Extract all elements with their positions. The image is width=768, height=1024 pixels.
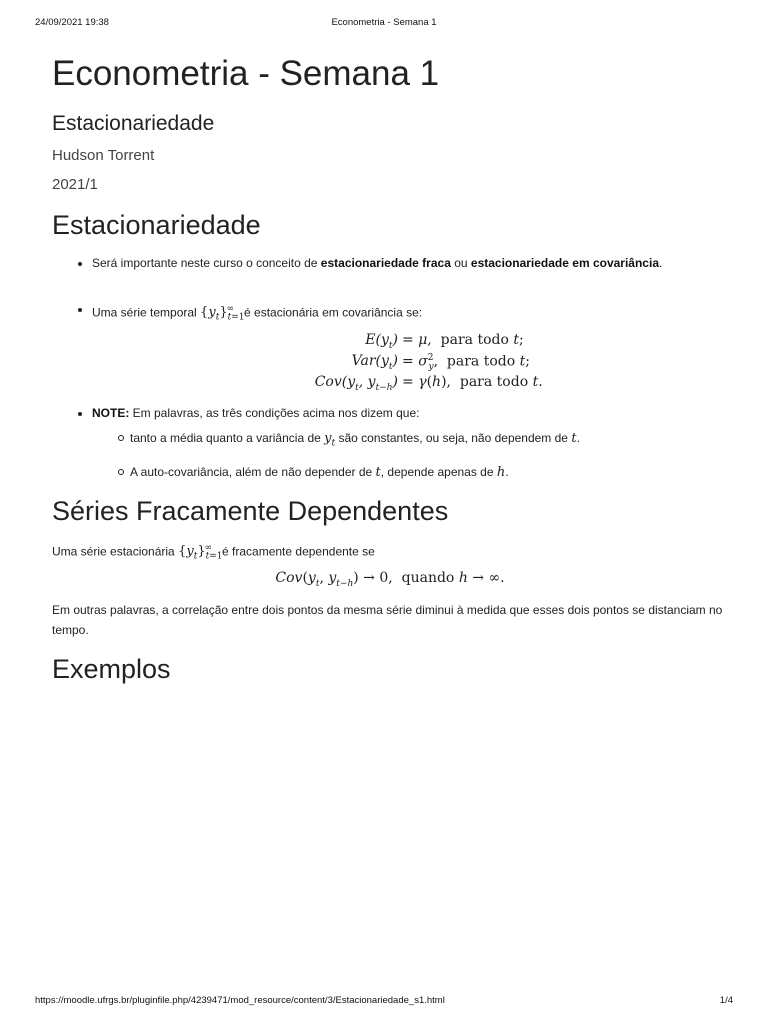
document-subtitle: Estacionariedade [52,112,215,135]
bullet-text: . [659,256,663,270]
weak-dependence-intro [52,538,375,567]
weak-dependence-equation [52,570,728,589]
bullet-list-1 [52,254,672,273]
math-t: t [571,431,577,446]
print-page-title: Econometria - Semana 1 [331,17,437,28]
sub-bullet-mean-variance: tanto a média quanto a variância de $y_t$ são constantes, ou seja, não dependem de t. [92,429,672,454]
bullet-text: tanto a média quanto a variância de [130,431,321,445]
math-h: h [496,464,506,480]
bullet-series-definition [52,300,672,328]
document-date: 2021/1 [52,176,98,193]
bullet-text: Uma série temporal [92,305,197,320]
math-series-notation: $\{y_t\}_{t=1}^\infty$ [200,304,245,323]
section-heading-weakly-dependent: Séries Fracamente Dependentes [52,496,449,526]
math-series-notation: $\{y_t\}_{t=1}^\infty$ [178,543,223,562]
note-sublist [92,429,672,482]
print-page-number: 1/4 [719,995,733,1006]
bullet-text: ou [450,256,471,270]
bullet-text: são constantes, ou seja, não dependem de [338,431,568,445]
print-datetime: 24/09/2021 19:38 [35,17,109,28]
section-heading-estacionariedade: Estacionariedade [52,210,261,240]
math-yt: $y_t$ [324,431,336,449]
bold-term-covariance: estacionariedade em covariância [470,256,659,270]
print-footer [35,995,733,1009]
equation-weak-dependence: $Cov(y_t$, $y_{t-h}) \to 0$, quando h → ∞. [275,570,505,589]
note-label: NOTE: [92,406,130,420]
bold-term-weak: estacionariedade fraca [320,256,451,270]
document-title: Econometria - Semana 1 [52,54,440,93]
bullet-list-2 [52,300,672,328]
math-t: t [375,464,381,480]
bullet-text: Será importante neste curso o conceito de [92,256,321,270]
print-header [35,17,733,31]
bullet-text: Em palavras, as três condições acima nos dizem que: [129,406,420,420]
bullet-text: A auto-covariância, além de não depender de [130,464,373,479]
sub-bullet-autocovariance: A auto-covariância, além de não depender de t, depende apenas de h. [92,463,672,482]
print-url: https://moodle.ufrgs.br/pluginfile.php/4239471/mod_resource/content/3/Estacionariedade_s1.html [35,995,445,1006]
bullet-note [52,404,672,482]
document-author: Hudson Torrent [52,147,155,164]
bullet-weak-stationarity [52,254,672,273]
bullet-text: , depende apenas de [380,464,494,479]
bullet-text: é estacionária em covariância se: [244,305,423,320]
section-heading-exemplos: Exemplos [52,654,171,684]
bullet-list-3 [52,404,672,491]
intro-text: Uma série estacionária [52,544,175,559]
intro-text: é fracamente dependente se [222,544,375,559]
weak-dependence-paragraph: Em outras palavras, a correlação entre dois pontos da mesma série diminui à medida que esses dois pontos se distanciam no tempo. [52,603,723,637]
